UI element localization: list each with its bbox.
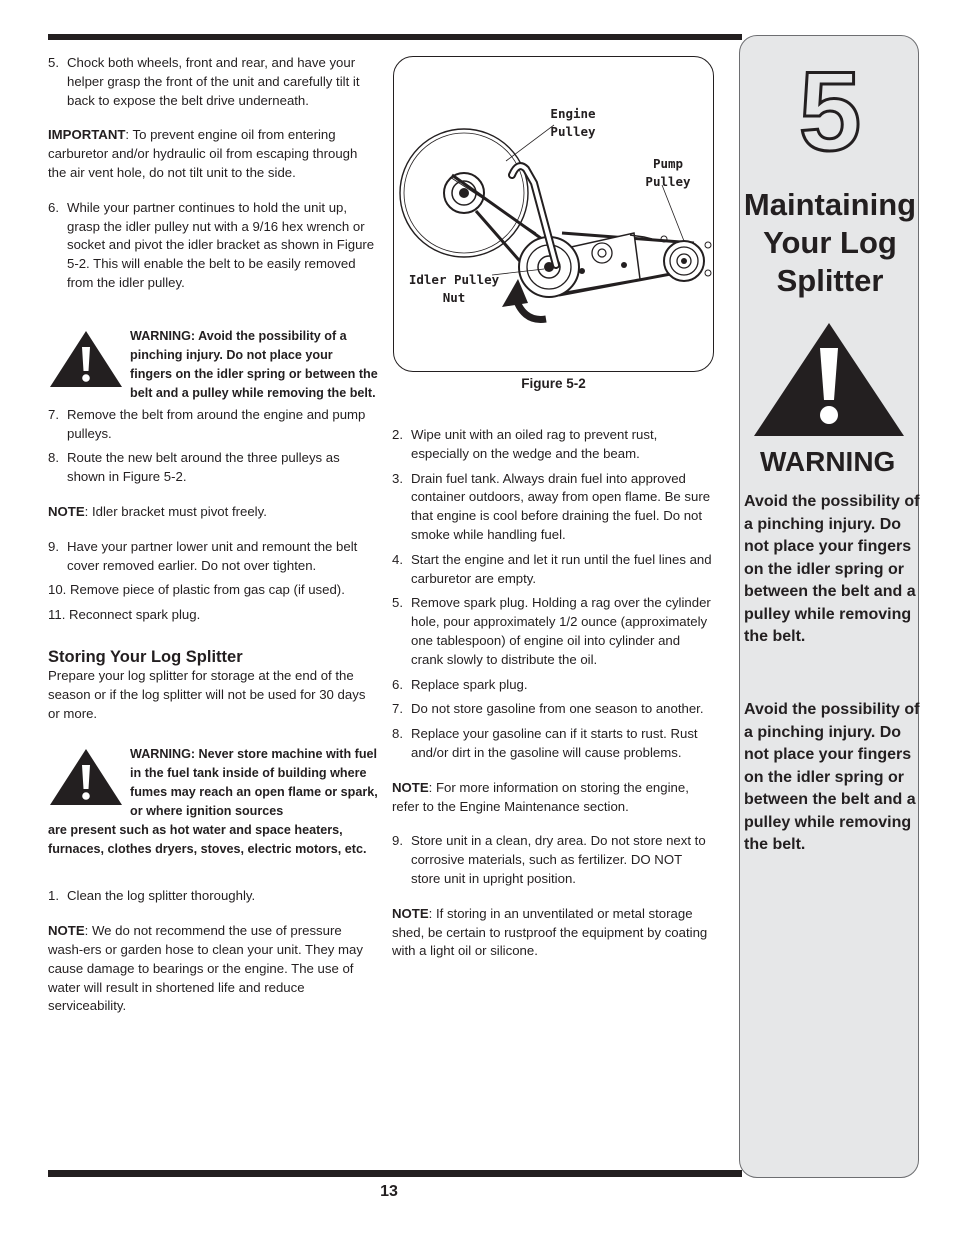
list-item bbox=[392, 725, 714, 763]
list-text: Drain fuel tank. Always drain fuel into approved container outdoors, away from open flame. Be sure that engine is cool before draining the fuel. Do not smoke while handling fuel. bbox=[411, 470, 711, 542]
important-note bbox=[48, 126, 378, 182]
list-number: 9. bbox=[392, 833, 403, 849]
list-number: 6. bbox=[392, 676, 403, 692]
warning-triangle-icon bbox=[752, 320, 906, 443]
warning-text: WARNING: Never store machine with fuel in the fuel tank inside of building where fumes may reach an open flame or spark, or where ignition sources bbox=[130, 747, 378, 819]
list-item bbox=[48, 54, 378, 110]
chapter-number: 5 bbox=[798, 49, 862, 174]
note bbox=[392, 905, 714, 961]
list-text: While your partner continues to hold the unit up, grasp the idler pulley nut with a 9/16 hex wrench or socket and pivot the idler bracket as shown in Figure 5-2. This will enable the belt to be easily removed from the idler pulley. bbox=[67, 199, 375, 290]
warning-triangle-icon bbox=[48, 745, 130, 821]
list-text: Do not store gasoline from one season to another. bbox=[411, 701, 704, 717]
list-number: 8. bbox=[392, 726, 403, 742]
list-item bbox=[48, 449, 378, 487]
important-text: : To prevent engine oil from entering carburetor and/or hydraulic oil from escaping through the air vent hole, do not tilt unit to the side. bbox=[48, 127, 358, 180]
note-text: : Idler bracket must pivot freely. bbox=[84, 503, 267, 519]
note-text: : For more information on storing the engine, refer to the Engine Maintenance section. bbox=[392, 779, 689, 814]
list-item bbox=[392, 594, 714, 669]
list-item: 11. Reconnect spark plug. bbox=[48, 607, 201, 623]
sidebar-warning-text: Avoid the possibility of a pinching injury. Do not place your fingers on the idler spring or between the belt and a pulley while removing the belt. bbox=[744, 493, 920, 645]
list-item: 10. Remove piece of plastic from gas cap (if used). bbox=[48, 582, 345, 598]
section-intro: Prepare your log splitter for storage at the end of the season or if the log splitter will not be used for 30 days or more. bbox=[48, 667, 366, 721]
warning-block-pinching bbox=[48, 327, 378, 403]
list-text: Wipe unit with an oiled rag to prevent rust, especially on the wedge and the beam. bbox=[411, 427, 658, 461]
chapter-title: Maintaining Your Log Splitter bbox=[743, 187, 917, 298]
note-label: NOTE bbox=[392, 905, 429, 921]
list-item bbox=[48, 887, 378, 906]
note-text: : We do not recommend the use of pressure wash-ers or garden hose to clean your unit. They may cause damage to bearings or the engine. The use of water will result in shortened life and reduce serviceability. bbox=[48, 923, 363, 1014]
list-text: Have your partner lower unit and remount the belt cover removed earlier. Do not over tighten. bbox=[67, 538, 358, 573]
note bbox=[48, 503, 378, 522]
list-item bbox=[48, 406, 378, 444]
list-item bbox=[392, 700, 714, 719]
note-text: : If storing in an unventilated or metal storage shed, be certain to rustproof the equipment by coating with a light oil or silicone. bbox=[392, 905, 708, 959]
list-text: Remove spark plug. Holding a rag over the cylinder hole, pour approximately 1/2 ounce (approximately one tablespoon) of engine oil into cylinder and crank slowly to distribute the oil. bbox=[411, 595, 711, 667]
list-number: 4. bbox=[392, 551, 403, 567]
list-number: 5. bbox=[48, 55, 59, 70]
warning-block-fuel bbox=[48, 745, 378, 821]
note bbox=[48, 922, 378, 1016]
note-label: NOTE bbox=[48, 503, 85, 519]
list-text: Replace your gasoline can if it starts to rust. Rust and/or dirt in the gasoline will cause problems. bbox=[411, 726, 698, 760]
list-item bbox=[392, 551, 714, 589]
sidebar-warning-text: Avoid the possibility of a pinching injury. Do not place your fingers on the idler spring or between the belt and a pulley while removing the belt. bbox=[744, 701, 920, 853]
pump-pulley-label: Pump Pulley bbox=[645, 156, 691, 189]
list-number: 3. bbox=[392, 470, 403, 486]
bottom-rule bbox=[48, 1170, 742, 1177]
warning-text-continued: are present such as hot water and space heaters, furnaces, clothes dryers, stoves, electric motors, etc. bbox=[48, 823, 367, 857]
note-label: NOTE bbox=[392, 779, 429, 795]
list-number: 2. bbox=[392, 427, 403, 442]
note-label: NOTE bbox=[48, 923, 85, 939]
list-number: 7. bbox=[48, 406, 59, 422]
list-item bbox=[392, 676, 714, 695]
list-text: Route the new belt around the three pulleys as shown in Figure 5-2. bbox=[67, 450, 340, 485]
list-number: 6. bbox=[48, 199, 59, 215]
note bbox=[392, 779, 714, 817]
list-number: 5. bbox=[392, 595, 403, 611]
section-heading: Storing Your Log Splitter bbox=[48, 647, 243, 666]
warning-text: WARNING: Avoid the possibility of a pinching injury. Do not place your fingers on the idler spring or between the belt and a pulley while removing the belt. bbox=[130, 328, 378, 400]
list-item bbox=[48, 199, 378, 293]
list-text: Replace spark plug. bbox=[411, 676, 528, 692]
list-number: 1. bbox=[48, 888, 59, 904]
top-rule bbox=[48, 34, 742, 40]
engine-pulley-label: Engine Pulley bbox=[550, 106, 596, 139]
warning-heading: WARNING bbox=[760, 446, 896, 477]
left-column bbox=[48, 54, 378, 1016]
idler-pulley-nut-label: Idler Pulley Nut bbox=[408, 272, 500, 305]
list-item bbox=[392, 426, 714, 464]
chapter-sidebar bbox=[739, 35, 919, 1178]
list-item bbox=[48, 538, 378, 576]
list-text: Remove the belt from around the engine and pump pulleys. bbox=[67, 406, 366, 441]
list-number: 8. bbox=[48, 450, 59, 466]
list-number: 7. bbox=[392, 701, 403, 717]
list-item bbox=[392, 470, 714, 545]
warning-triangle-icon bbox=[48, 327, 130, 403]
list-text: Store unit in a clean, dry area. Do not store next to corrosive materials, such as fertilizer. DO NOT store unit in upright position. bbox=[411, 833, 706, 886]
list-text: Chock both wheels, front and rear, and have your helper grasp the front of the unit and carefully tilt it back to expose the belt drive underneath. bbox=[67, 55, 360, 108]
page-number: 13 bbox=[380, 1183, 398, 1200]
list-item bbox=[392, 832, 714, 888]
list-number: 9. bbox=[48, 538, 59, 554]
figure-caption: Figure 5-2 bbox=[521, 376, 586, 391]
important-label: IMPORTANT bbox=[48, 127, 126, 143]
list-text: Start the engine and let it run until the fuel lines and carburetor are empty. bbox=[411, 551, 712, 586]
middle-column bbox=[392, 426, 714, 961]
figure-5-2 bbox=[393, 56, 714, 372]
list-text: Clean the log splitter thoroughly. bbox=[67, 888, 256, 904]
